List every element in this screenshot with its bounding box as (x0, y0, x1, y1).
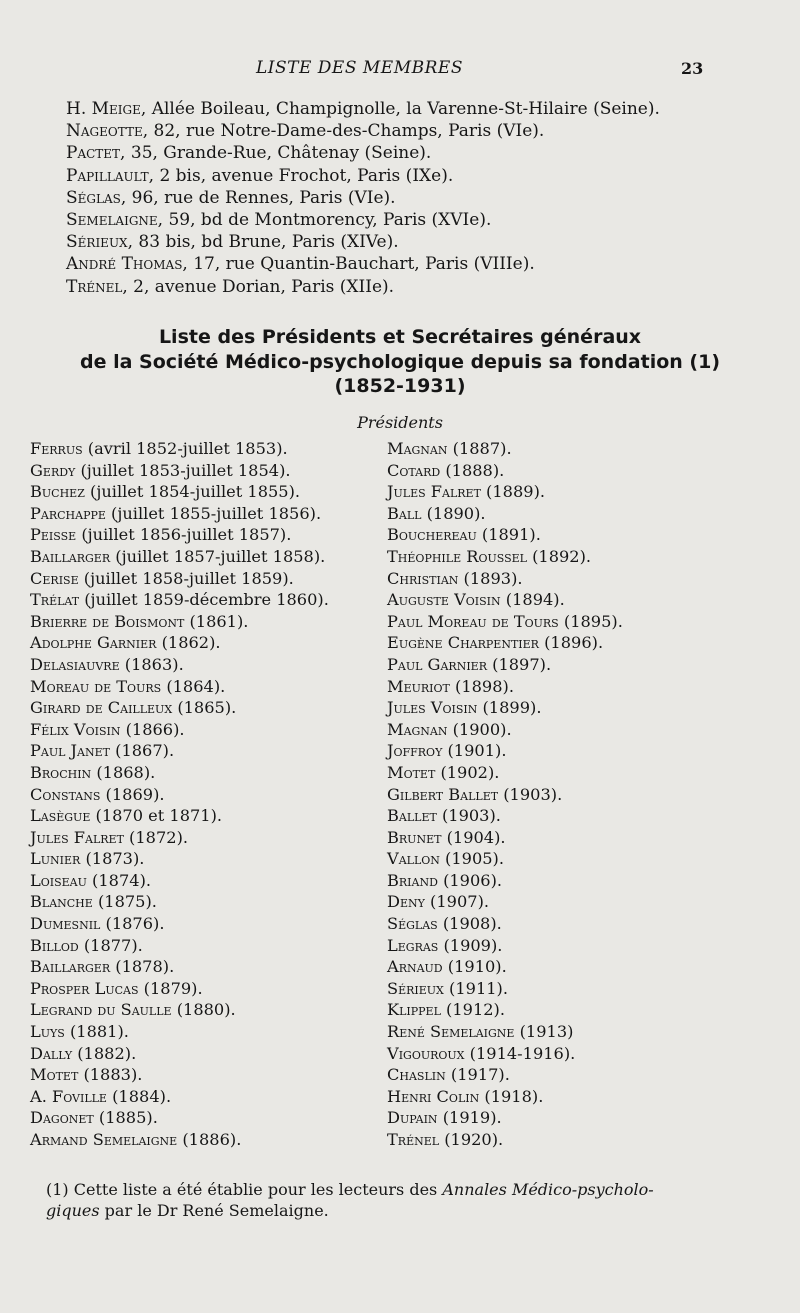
president-entry (387, 1021, 782, 1043)
president-entry (30, 891, 385, 913)
president-entry (387, 762, 782, 784)
president-term: (1875). (92, 892, 157, 912)
heading-line-1: Liste des Présidents et Secrétaires généraux (158, 326, 642, 348)
president-entry (387, 978, 782, 1000)
president-term: (1879). (138, 978, 203, 998)
president-name: Legras (387, 935, 439, 955)
president-name: Gerdy (30, 460, 76, 480)
president-entry (30, 481, 385, 503)
president-name: Peisse (30, 525, 77, 545)
president-term: (1878). (110, 957, 175, 977)
president-entry (387, 891, 782, 913)
president-entry (387, 935, 782, 957)
president-entry (30, 762, 385, 784)
president-name: Lunier (30, 849, 81, 869)
president-entry (387, 1129, 782, 1151)
president-term: (1886). (177, 1130, 242, 1149)
president-entry (387, 611, 782, 633)
president-term: (1913) (514, 1022, 574, 1042)
president-name: Delasiauvre (30, 654, 120, 674)
president-name: Gilbert Ballet (387, 784, 499, 804)
president-entry (387, 568, 782, 590)
president-term: (1864). (161, 676, 226, 696)
president-name: Ferrus (30, 439, 83, 458)
president-entry (30, 1107, 385, 1129)
president-entry (387, 1086, 782, 1108)
president-entry (30, 1129, 385, 1151)
president-entry (30, 827, 385, 849)
president-entry (387, 632, 782, 654)
president-term: (1901). (442, 741, 507, 761)
section-heading (0, 325, 800, 399)
president-term: (1896). (538, 633, 604, 653)
president-name: Jules Voisin (387, 698, 478, 718)
president-term: (1884). (106, 1086, 172, 1106)
president-name: Félix Voisin (30, 719, 121, 739)
member-name: Papillault, (66, 165, 155, 186)
president-term: (juillet 1855-juillet 1856). (105, 503, 322, 523)
president-entry (387, 481, 782, 503)
president-name: Prosper Lucas (30, 978, 139, 998)
president-entry (387, 740, 782, 762)
president-entry (30, 870, 385, 892)
heading-line-2: de la Société Médico-psychologique depuis sa fondation (1) (79, 350, 721, 373)
president-name: Théophile Roussel (387, 546, 527, 566)
president-term: (juillet 1856-juillet 1857). (76, 525, 292, 545)
president-term: (1900). (447, 719, 512, 739)
member-line (66, 276, 746, 298)
president-name: Constans (30, 784, 101, 804)
president-name: Baillarger (30, 957, 111, 977)
page-number: 23 (681, 59, 704, 78)
member-line (66, 120, 746, 142)
president-name: Moreau de Tours (30, 676, 162, 696)
president-term: (1891). (476, 525, 541, 545)
presidents-label: Présidents (357, 413, 443, 432)
president-name: Brunet (387, 827, 442, 847)
president-entry (30, 913, 385, 935)
president-name: Cotard (387, 460, 441, 480)
president-term: (1881). (64, 1022, 129, 1042)
president-name: Magnan (387, 719, 448, 739)
president-entry (30, 438, 385, 460)
president-entry (30, 784, 385, 806)
president-term: (1911). (443, 978, 509, 998)
president-entry (387, 524, 782, 546)
president-term: (1890). (421, 503, 486, 523)
president-term: (1903). (436, 806, 501, 826)
president-entry (387, 546, 782, 568)
president-name: Trélat (30, 590, 80, 610)
member-address: 82, rue Notre-Dame-des-Champs, Paris (VIe). (148, 121, 545, 142)
president-term: (juillet 1854-juillet 1855). (84, 482, 301, 502)
president-term: (1892). (526, 546, 592, 566)
president-entry (30, 503, 385, 525)
footnote-tail: par le Dr René Semelaigne. (99, 1201, 329, 1220)
president-term: (1861). (184, 611, 249, 631)
president-term: (1893). (458, 568, 523, 588)
presidents-column-right (387, 438, 782, 1151)
president-entry (387, 589, 782, 611)
president-name: Dumesnil (30, 914, 101, 934)
president-entry (30, 611, 385, 633)
president-name: Eugène Charpentier (387, 633, 539, 653)
member-address: 83 bis, bd Brune, Paris (XIVe). (133, 232, 399, 253)
president-entry (30, 1021, 385, 1043)
president-name: Dally (30, 1043, 73, 1063)
president-entry (30, 1064, 385, 1086)
president-name: Girard de Cailleux (30, 698, 173, 718)
president-term: (1876). (100, 914, 165, 934)
president-term: (1914-1916). (464, 1043, 576, 1063)
president-entry (30, 589, 385, 611)
president-term: (1907). (424, 892, 490, 912)
president-entry (30, 999, 385, 1021)
president-term: (1887). (447, 439, 512, 458)
president-entry (30, 848, 385, 870)
president-entry (30, 568, 385, 590)
president-name: Vallon (387, 849, 440, 869)
president-name: Baillarger (30, 546, 111, 566)
president-entry (387, 1064, 782, 1086)
president-name: Cerise (30, 568, 79, 588)
president-term: (1912). (440, 1000, 506, 1020)
president-name: Henri Colin (387, 1086, 480, 1106)
president-name: Christian (387, 568, 459, 588)
president-term: (1895). (558, 611, 623, 631)
president-term: (1894). (500, 590, 565, 610)
president-name: Jules Falret (30, 827, 124, 847)
president-term: (1888). (440, 460, 505, 480)
president-entry (30, 956, 385, 978)
president-name: René Semelaigne (387, 1022, 515, 1042)
president-term: (1873). (80, 849, 145, 869)
president-entry (30, 697, 385, 719)
president-term: (1868). (91, 762, 156, 782)
president-entry (30, 524, 385, 546)
president-name: Deny (387, 892, 425, 912)
president-term: (1908). (437, 914, 502, 934)
president-term: (1865). (172, 698, 237, 718)
president-term: (1897). (487, 654, 552, 674)
president-name: Briand (387, 870, 438, 890)
president-name: Klippel (387, 1000, 441, 1020)
footnote-lead: (1) Cette liste a été établie pour les lecteurs des (46, 1180, 443, 1199)
footnote-journal-cont: giques (46, 1201, 100, 1220)
president-name: Arnaud (387, 957, 443, 977)
president-term: (1889). (480, 482, 546, 502)
president-entry (387, 870, 782, 892)
member-line (66, 142, 746, 164)
president-name: Motet (387, 762, 436, 782)
president-term: (1899). (477, 698, 542, 718)
president-entry (387, 999, 782, 1021)
president-term: (1902). (435, 762, 500, 782)
member-address: 17, rue Quantin-Bauchart, Paris (VIIIe). (187, 254, 535, 275)
member-name: Pactet, (66, 143, 126, 164)
president-entry (387, 784, 782, 806)
president-name: Joffroy (387, 741, 443, 761)
member-line (66, 209, 746, 231)
president-entry (30, 805, 385, 827)
president-entry (387, 956, 782, 978)
president-entry (30, 1043, 385, 1065)
president-term: (1883). (78, 1065, 143, 1085)
president-entry (30, 1086, 385, 1108)
president-term: (1919). (437, 1108, 502, 1128)
president-name: Brierre de Boismont (30, 611, 185, 631)
president-term: (1906). (437, 870, 503, 890)
president-name: Legrand du Saulle (30, 1000, 172, 1020)
running-title: LISTE DES MEMBRES (256, 58, 463, 78)
president-term: (1905). (439, 849, 505, 869)
president-name: Motet (30, 1065, 79, 1085)
president-entry (30, 719, 385, 741)
member-line (66, 98, 746, 120)
president-name: Armand Semelaigne (30, 1130, 178, 1149)
president-name: Brochin (30, 762, 92, 782)
president-entry (30, 978, 385, 1000)
president-term: (1920). (439, 1130, 504, 1149)
president-term: (1903). (498, 784, 563, 804)
president-name: Luys (30, 1022, 65, 1042)
president-term: (1870 et 1871). (90, 806, 223, 826)
president-entry (387, 503, 782, 525)
president-entry (387, 438, 782, 460)
president-entry (30, 546, 385, 568)
president-entry (30, 460, 385, 482)
member-name: Sérieux, (66, 232, 134, 253)
president-name: Loiseau (30, 870, 87, 890)
presidents-column-left (30, 438, 385, 1151)
president-term: (1866). (120, 719, 185, 739)
president-term: (1874). (86, 870, 152, 890)
president-entry (387, 654, 782, 676)
president-entry (387, 719, 782, 741)
president-term: (1898). (449, 676, 514, 696)
member-name: Trénel, (66, 276, 128, 297)
president-name: Jules Falret (387, 482, 481, 502)
president-name: Bouchereau (387, 525, 477, 545)
president-term: (1904). (441, 827, 506, 847)
president-entry (387, 805, 782, 827)
president-entry (387, 1043, 782, 1065)
president-name: Dagonet (30, 1108, 94, 1128)
member-address: 59, bd de Montmorency, Paris (XVIe). (163, 210, 492, 231)
member-address: 2, avenue Dorian, Paris (XIIe). (127, 276, 395, 297)
president-name: Paul Moreau de Tours (387, 611, 559, 631)
member-name: Semelaigne, (66, 210, 164, 231)
president-term: (juillet 1857-juillet 1858). (110, 546, 326, 566)
president-name: Parchappe (30, 503, 106, 523)
member-name: Nageotte, (66, 121, 149, 142)
member-address-list (66, 98, 746, 298)
president-name: Trénel (387, 1130, 440, 1149)
president-name: Billod (30, 935, 79, 955)
president-entry (30, 935, 385, 957)
member-name: H. Meige, (66, 99, 147, 119)
president-entry (387, 827, 782, 849)
president-name: Vigouroux (387, 1043, 465, 1063)
president-term: (1869). (100, 784, 165, 804)
member-address: Allée Boileau, Champignolle, la Varenne-St-Hilaire (Seine). (146, 99, 660, 119)
member-address: 96, rue de Rennes, Paris (VIe). (126, 187, 396, 208)
president-term: (1909). (438, 935, 503, 955)
president-name: Auguste Voisin (387, 590, 501, 610)
president-entry (387, 848, 782, 870)
president-entry (387, 676, 782, 698)
president-name: Magnan (387, 439, 448, 458)
president-entry (387, 460, 782, 482)
footnote-journal: Annales Médico-psycholo- (442, 1180, 654, 1199)
president-entry (30, 632, 385, 654)
president-name: Paul Garnier (387, 654, 487, 674)
president-term: (1880). (171, 1000, 236, 1020)
member-name: Séglas, (66, 187, 127, 208)
footnote (46, 1179, 746, 1221)
president-entry (387, 913, 782, 935)
president-entry (30, 740, 385, 762)
president-name: Sérieux (387, 978, 444, 998)
president-term: (1917). (445, 1065, 510, 1085)
president-entry (387, 1107, 782, 1129)
president-term: (1867). (109, 741, 175, 761)
president-entry (30, 676, 385, 698)
president-term: (1872). (123, 827, 189, 847)
president-term: (juillet 1859-décembre 1860). (79, 590, 329, 610)
president-term: (juillet 1858-juillet 1859). (78, 568, 294, 588)
member-address: 2 bis, avenue Frochot, Paris (IXe). (154, 165, 454, 186)
president-term: (1862). (156, 633, 221, 653)
president-entry (387, 697, 782, 719)
president-name: Buchez (30, 482, 85, 502)
heading-line-3: (1852-1931) (334, 375, 466, 397)
president-term: (1882). (72, 1043, 137, 1063)
president-term: (1918). (479, 1086, 544, 1106)
president-name: Séglas (387, 914, 438, 934)
president-term: (avril 1852-juillet 1853). (82, 439, 288, 458)
president-name: Chaslin (387, 1065, 446, 1085)
president-name: A. Foville (30, 1086, 107, 1106)
president-term: (1877). (78, 935, 143, 955)
member-line (66, 253, 746, 275)
member-line (66, 165, 746, 187)
president-name: Dupain (387, 1108, 438, 1128)
member-address: 35, Grande-Rue, Châtenay (Seine). (125, 143, 432, 164)
member-line (66, 231, 746, 253)
president-name: Adolphe Garnier (30, 633, 157, 653)
president-name: Paul Janet (30, 741, 110, 761)
president-term: (1863). (119, 654, 184, 674)
president-term: (juillet 1853-juillet 1854). (75, 460, 291, 480)
president-name: Meuriot (387, 676, 450, 696)
president-term: (1910). (442, 957, 507, 977)
president-name: Blanche (30, 892, 93, 912)
president-name: Lasègue (30, 806, 91, 826)
member-name: André Thomas, (66, 254, 188, 275)
president-name: Ballet (387, 806, 437, 826)
president-term: (1885). (93, 1108, 158, 1128)
president-entry (30, 654, 385, 676)
president-name: Ball (387, 503, 422, 523)
member-line (66, 187, 746, 209)
